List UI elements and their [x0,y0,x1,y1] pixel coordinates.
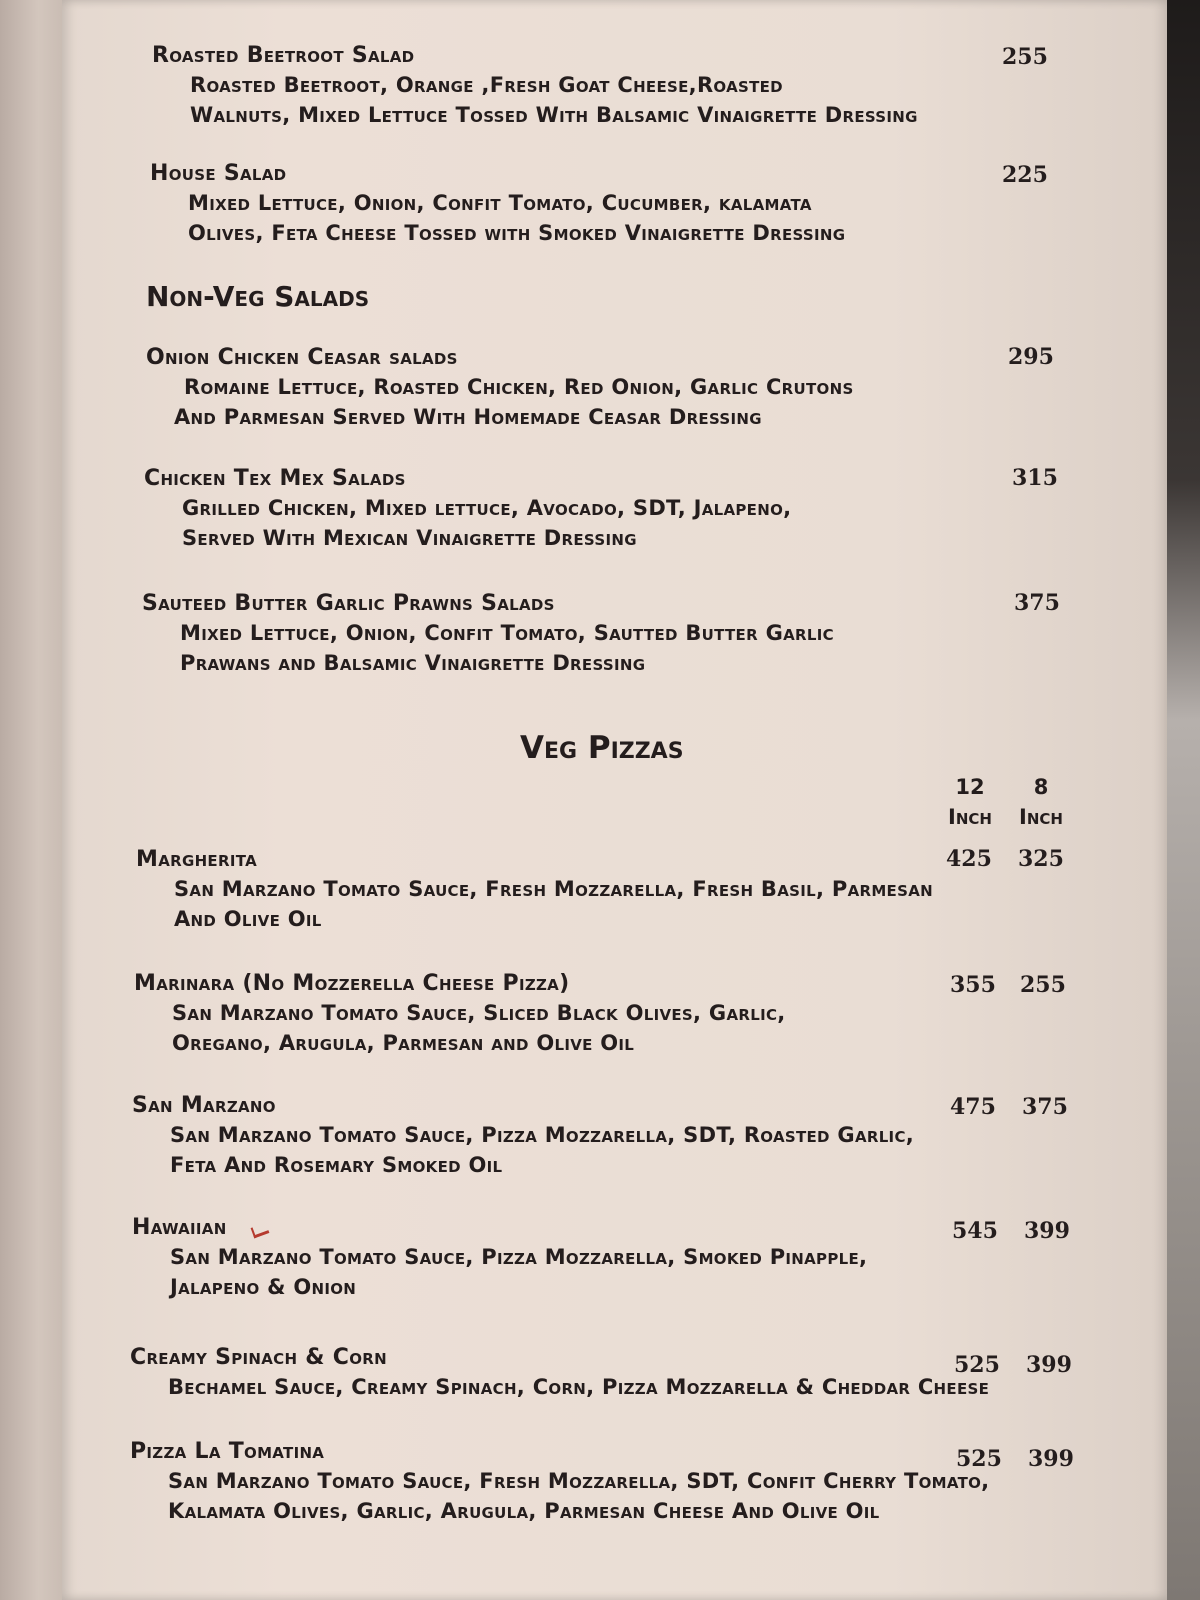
item-price: 375 [1014,590,1060,616]
item-name: Pizza La Tomatina [130,1439,325,1464]
size-header-number: 12 [955,775,985,799]
item-price: 295 [1008,344,1054,370]
item-description-line: Grilled Chicken, Mixed lettuce, Avocado, SDT, Jalapeno, [182,496,792,520]
menu-item-chicken-tex-mex [144,465,791,553]
item-name: Roasted Beetroot Salad [152,43,415,68]
item-description-line: Mixed Lettuce, Onion, Confit Tomato, Cucumber, kalamata [188,191,812,215]
item-description-line: San Marzano Tomato Sauce, Fresh Mozzarella, SDT, Confit Cherry Tomato, [168,1469,990,1493]
item-description-line: San Marzano Tomato Sauce, Fresh Mozzarella, Fresh Basil, Parmesan [174,877,933,901]
item-description-line: And Parmesan Served With Homemade Ceasar Dressing [174,405,762,429]
section-title-veg-pizzas: Veg Pizzas [520,730,684,766]
item-price-8-inch: 399 [1026,1352,1072,1378]
size-header-number: 8 [1033,775,1049,799]
item-description-line: Roasted Beetroot, Orange ,Fresh Goat Cheese,Roasted [190,73,783,97]
item-price-8-inch: 399 [1024,1218,1070,1244]
item-description-line: Oregano, Arugula, Parmesan and Olive Oil [172,1031,635,1055]
item-price: 225 [1002,162,1048,188]
item-price-8-inch: 325 [1018,846,1064,872]
menu-item-marinara [134,970,786,1058]
item-description-line: San Marzano Tomato Sauce, Sliced Black Olives, Garlic, [172,1001,786,1025]
item-price-12-inch: 475 [950,1094,996,1120]
item-description-line: Mixed Lettuce, Onion, Confit Tomato, Sautted Butter Garlic [180,621,834,645]
item-price-8-inch: 255 [1020,972,1066,998]
item-name: House Salad [150,161,287,186]
item-description-line: Served With Mexican Vinaigrette Dressing [182,526,637,550]
menu-item-onion-chicken-ceasar [146,344,854,432]
menu-item-san-marzano [132,1092,914,1180]
item-price-12-inch: 545 [952,1218,998,1244]
item-description-line: Romaine Lettuce, Roasted Chicken, Red Onion, Garlic Crutons [184,375,854,399]
item-description-line: San Marzano Tomato Sauce, Pizza Mozzarella, Smoked Pinapple, [170,1245,868,1269]
item-name: Hawaiian [132,1215,227,1240]
item-price: 255 [1002,44,1048,70]
item-description-line: San Marzano Tomato Sauce, Pizza Mozzarella, SDT, Roasted Garlic, [170,1123,915,1147]
item-description-line: Bechamel Sauce, Creamy Spinach, Corn, Pizza Mozzarella & Cheddar Cheese [168,1375,990,1399]
size-header-unit: Inch [1019,805,1063,829]
size-header-12-inch [940,772,1000,832]
menu-item-house-salad [150,160,845,248]
item-name: Chicken Tex Mex Salads [144,466,406,491]
menu-item-margherita [136,846,933,934]
facing-page-edge [0,0,64,1600]
menu-item-roasted-beetroot-salad [152,42,918,130]
item-description-line: Kalamata Olives, Garlic, Arugula, Parmesan Cheese And Olive Oil [168,1499,880,1523]
item-description-line: Walnuts, Mixed Lettuce Tossed With Balsamic Vinaigrette Dressing [190,103,918,127]
item-name: San Marzano [132,1093,276,1118]
item-name: Margherita [136,847,257,872]
item-description-line: Jalapeno & Onion [170,1275,357,1299]
item-name: Onion Chicken Ceasar salads [146,345,458,370]
item-price-12-inch: 525 [956,1446,1002,1472]
item-price-12-inch: 525 [954,1352,1000,1378]
item-description-line: Feta And Rosemary Smoked Oil [170,1153,503,1177]
item-price-8-inch: 375 [1022,1094,1068,1120]
size-header-8-inch [1011,772,1071,832]
item-name: Creamy Spinach & Corn [130,1345,387,1370]
item-price: 315 [1012,465,1058,491]
item-price-12-inch: 425 [946,846,992,872]
item-description-line: Olives, Feta Cheese Tossed with Smoked Vinaigrette Dressing [188,221,846,245]
item-description-line: And Olive Oil [174,907,322,931]
item-price-12-inch: 355 [950,972,996,998]
item-price-8-inch: 399 [1028,1446,1074,1472]
menu-item-hawaiian [132,1214,867,1302]
section-title-non-veg-salads: Non-Veg Salads [146,280,370,313]
menu-item-pizza-la-tomatina [130,1438,989,1526]
item-description-line: Prawans and Balsamic Vinaigrette Dressing [180,651,646,675]
menu-item-butter-garlic-prawns [142,590,834,678]
menu-item-creamy-spinach-corn [130,1344,989,1402]
size-header-unit: Inch [948,805,992,829]
item-name: Sauteed Butter Garlic Prawns Salads [142,591,555,616]
item-name: Marinara (No Mozzerella Cheese Pizza) [134,971,570,996]
